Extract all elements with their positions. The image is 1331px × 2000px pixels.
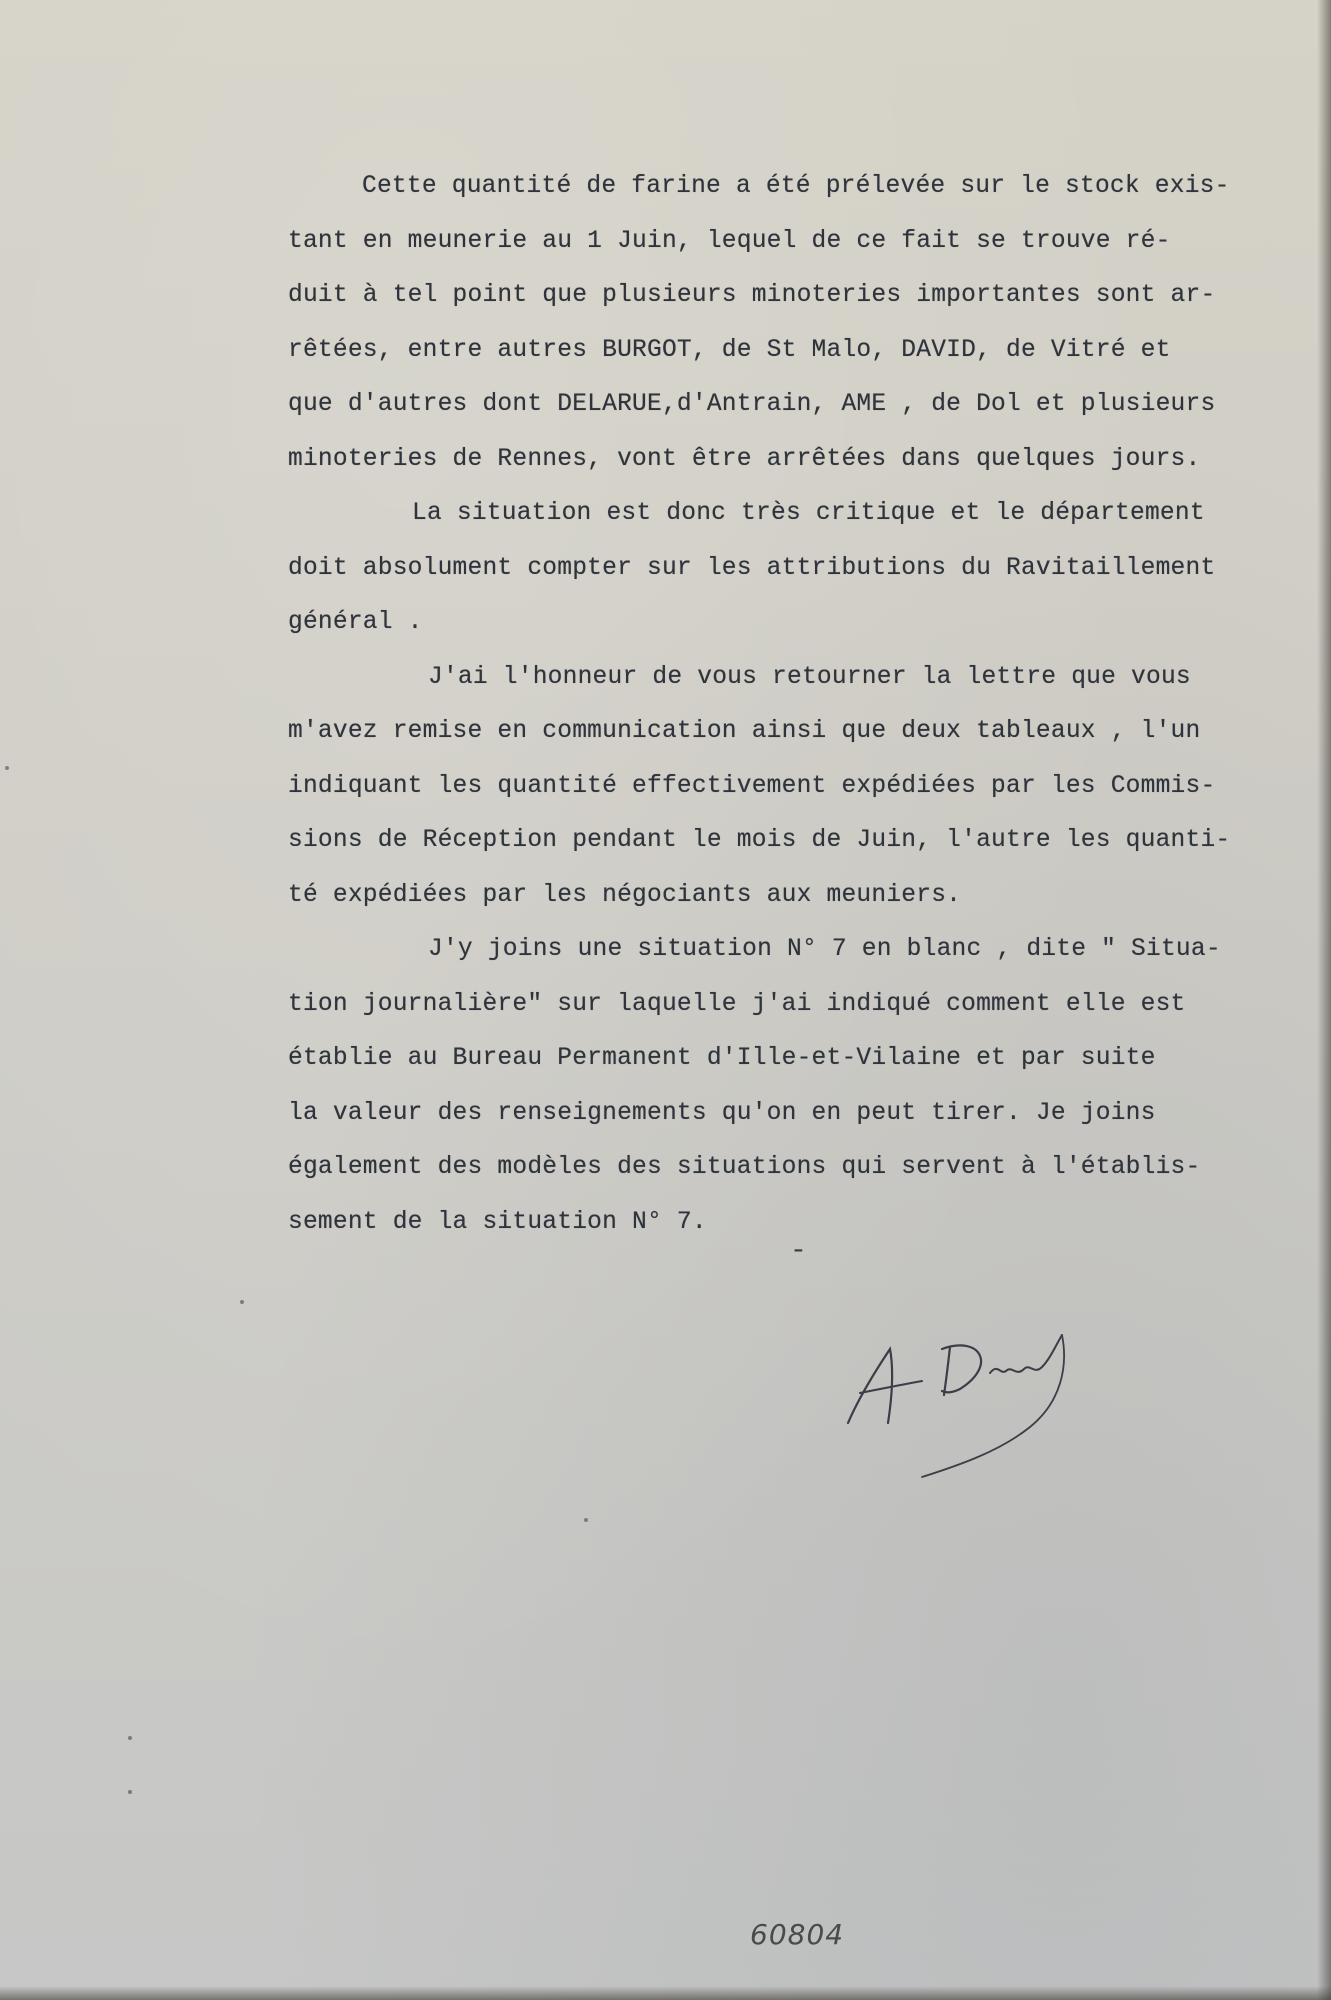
letter-line: Cette quantité de farine a été prélevée sur le stock exis- [362,173,1230,200]
letter-line: tant en meunerie au 1 Juin, lequel de ce fait se trouve ré- [288,227,1171,255]
letter-line: m'avez remise en communication ainsi que deux tableaux , l'un [288,718,1201,745]
letter-line: rêtées, entre autres BURGOT, de St Malo, DAVID, de Vitré et [288,336,1171,364]
letter-line: minoteries de Rennes, vont être arrêtées dans quelques jours. [288,445,1201,473]
letter-line: J'y joins une situation N° 7 en blanc , dite " Situa- [428,936,1221,963]
letter-line: général . [288,609,423,636]
letter-line: que d'autres dont DELARUE,d'Antrain, AME , de Dol et plusieurs [288,391,1216,418]
letter-line: établie au Bureau Permanent d'Ille-et-Vilaine et par suite [288,1045,1156,1072]
ink-dot [128,1736,132,1740]
letter-line: sions de Réception pendant le mois de Juin, l'autre les quanti- [288,827,1231,854]
letter-line: tion journalière" sur laquelle j'ai indiqué comment elle est [288,990,1186,1018]
letter-line: La situation est donc très critique et le département [412,500,1205,527]
archive-number: 60804 [750,1918,845,1951]
ink-dot [584,1518,588,1522]
ink-dot [240,1300,244,1304]
closing-dash: - [790,1236,807,1267]
letter-line: té expédiées par les négociants aux meuniers. [288,881,962,909]
letter-line: la valeur des renseignements qu'on en peut tirer. Je joins [288,1099,1156,1127]
letter-line: sement de la situation N° 7. [288,1208,707,1236]
ink-dot [5,766,9,770]
handwritten-signature [830,1305,1140,1485]
letter-line: indiquant les quantité effectivement expédiées par les Commis- [288,772,1216,800]
letter-body [288,160,1298,1250]
page-edge-shadow [1317,0,1331,2000]
letter-line: J'ai l'honneur de vous retourner la lettre que vous [428,663,1191,691]
letter-line: doit absolument compter sur les attributions du Ravitaillement [288,554,1216,582]
ink-dot [128,1790,132,1794]
letter-line: également des modèles des situations qui servent à l'établis- [288,1154,1201,1181]
page-edge-shadow [0,1986,1331,2000]
letter-line: duit à tel point que plusieurs minoteries importantes sont ar- [288,282,1216,309]
